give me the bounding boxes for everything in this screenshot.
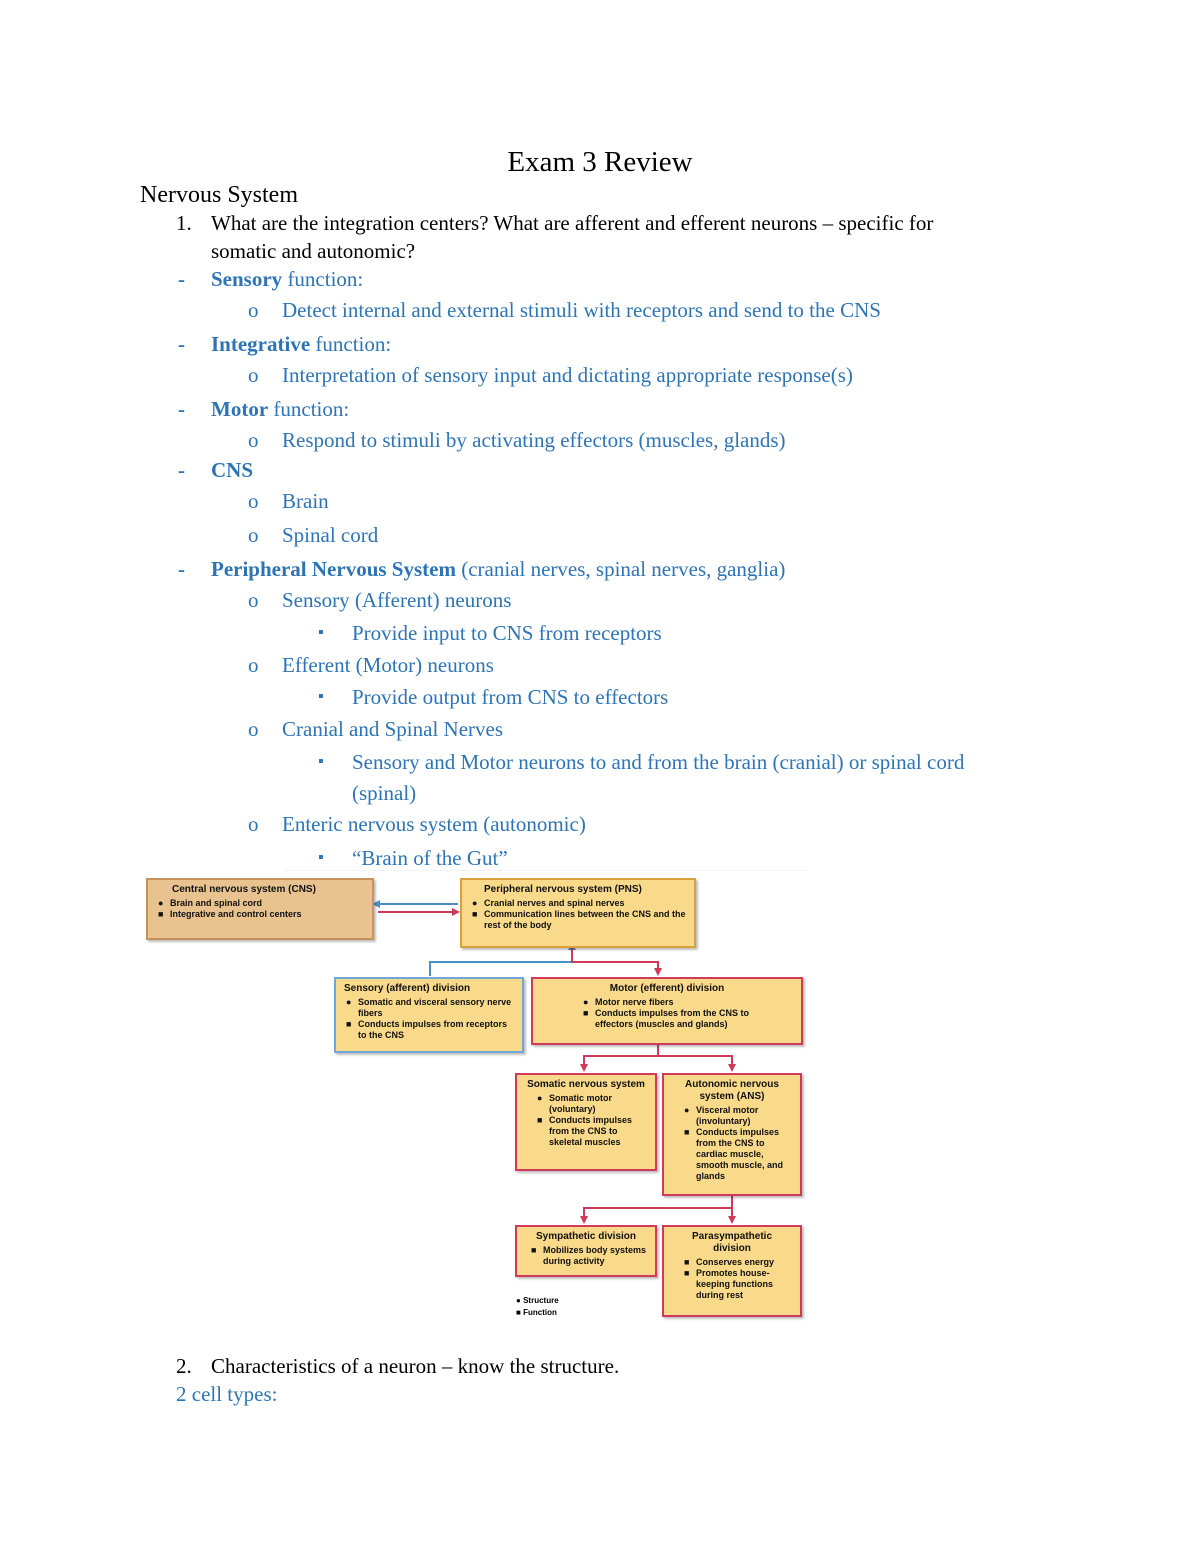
square-marker: ▪ <box>318 849 324 866</box>
sensory-line <box>211 266 363 292</box>
autonomic-box-item-text: Visceral motor (involuntary) <box>696 1105 759 1126</box>
pns-sub-efferent: Efferent (Motor) neurons <box>282 653 494 677</box>
integrative-sub: Interpretation of sensory input and dictating appropriate response(s) <box>282 363 853 387</box>
square-marker: ■ <box>531 1245 537 1255</box>
cns-sub-spinal: Spinal cord <box>282 523 379 547</box>
sympathetic-box-title: Sympathetic division <box>535 1231 637 1242</box>
nervous-system-diagram <box>142 870 807 1330</box>
pns-sub-enteric-detail: “Brain of the Gut” <box>352 846 508 870</box>
integrative-line <box>211 331 391 357</box>
legend-function <box>516 1307 559 1319</box>
integrative-term: Integrative <box>211 332 311 356</box>
somatic-box-item <box>535 1093 647 1115</box>
autonomic-box-item <box>682 1105 792 1127</box>
circle-marker: ● <box>537 1093 543 1103</box>
q2-number: 2. <box>176 1354 192 1378</box>
somatic-box-title: Somatic nervous system <box>527 1079 645 1090</box>
square-marker: ■ <box>158 909 164 919</box>
sensory-division-item <box>344 997 514 1019</box>
cns-box-item-text: Integrative and control centers <box>170 909 302 919</box>
dash-marker: - <box>178 458 185 482</box>
circle-marker: ● <box>516 1296 521 1305</box>
square-marker: ▪ <box>318 753 324 770</box>
square-marker: ■ <box>516 1308 521 1317</box>
motor-line <box>211 396 349 422</box>
dash-marker: - <box>178 332 185 356</box>
dash-marker: - <box>178 267 185 291</box>
legend-function-label: Function <box>523 1308 557 1317</box>
sensory-division-item-text: Conducts impulses from receptors to the CNS <box>358 1019 508 1040</box>
cns-term: CNS <box>211 458 254 482</box>
pns-sub-afferent: Sensory (Afferent) neurons <box>282 588 512 612</box>
legend-structure-label: Structure <box>523 1296 559 1305</box>
sensory-division-item-text: Somatic and visceral sensory nerve fibers <box>358 997 512 1018</box>
cell-types-label: 2 cell types: <box>176 1382 278 1406</box>
legend-structure <box>516 1295 559 1307</box>
cns-box-item <box>156 898 364 909</box>
pns-sub-afferent-detail: Provide input to CNS from receptors <box>352 621 662 645</box>
o-marker: o <box>248 717 259 741</box>
pns-box-item-text: Communication lines between the CNS and the rest of the body <box>484 909 686 930</box>
sensory-division-item <box>344 1019 514 1041</box>
square-marker: ■ <box>684 1127 690 1137</box>
sensory-rest: function: <box>282 267 364 291</box>
diagram-legend <box>516 1295 559 1319</box>
pns-box-item <box>470 898 686 909</box>
pns-box-item-text: Cranial nerves and spinal nerves <box>484 898 625 908</box>
square-marker: ■ <box>472 909 478 919</box>
parasympathetic-box-item <box>682 1257 792 1268</box>
page-title: Exam 3 Review <box>507 146 693 178</box>
motor-term: Motor <box>211 397 269 421</box>
autonomic-box-title: Autonomic nervous system (ANS) <box>685 1079 779 1102</box>
pns-box-title: Peripheral nervous system (PNS) <box>484 884 642 895</box>
sympathetic-division-box <box>515 1225 657 1277</box>
motor-division-box <box>531 977 803 1045</box>
integrative-rest: function: <box>310 332 392 356</box>
sensory-term: Sensory <box>211 267 283 291</box>
pns-rest: (cranial nerves, spinal nerves, ganglia) <box>455 557 786 581</box>
motor-division-item-text: Motor nerve fibers <box>595 997 674 1007</box>
o-marker: o <box>248 523 259 547</box>
cns-sub-brain: Brain <box>282 489 329 513</box>
motor-division-item <box>581 997 793 1008</box>
parasympathetic-box-title: Parasympathetic division <box>691 1231 773 1254</box>
pns-sub-enteric: Enteric nervous system (autonomic) <box>282 812 586 836</box>
pns-line <box>211 556 785 582</box>
section-heading: Nervous System <box>140 182 298 208</box>
square-marker: ■ <box>583 1008 589 1018</box>
parasympathetic-box-item-text: Promotes house-keeping functions during rest <box>696 1268 774 1300</box>
pns-sub-nerves-detail2: (spinal) <box>352 781 417 805</box>
motor-rest: function: <box>268 397 350 421</box>
o-marker: o <box>248 653 259 677</box>
somatic-nervous-system-box <box>515 1073 657 1171</box>
somatic-box-item <box>535 1115 647 1148</box>
somatic-box-item-text: Somatic motor (voluntary) <box>549 1093 613 1114</box>
autonomic-box-item-text: Conducts impulses from the CNS to cardiac muscle, smooth muscle, and glands <box>696 1127 784 1181</box>
o-marker: o <box>248 489 259 513</box>
motor-division-item-text: Conducts impulses from the CNS to effectors (muscles and glands) <box>595 1008 750 1029</box>
pns-box <box>460 878 696 948</box>
circle-marker: ● <box>583 997 589 1007</box>
parasympathetic-box-item-text: Conserves energy <box>696 1257 775 1267</box>
o-marker: o <box>248 298 259 322</box>
square-marker: ■ <box>346 1019 352 1029</box>
q1-line2: somatic and autonomic? <box>211 239 416 263</box>
parasympathetic-division-box <box>662 1225 802 1317</box>
q2-text: Characteristics of a neuron – know the structure. <box>211 1354 620 1378</box>
sensory-sub: Detect internal and external stimuli with receptors and send to the CNS <box>282 298 881 322</box>
sensory-division-title: Sensory (afferent) division <box>344 983 471 994</box>
square-marker: ■ <box>684 1257 690 1267</box>
square-marker: ▪ <box>318 688 324 705</box>
circle-marker: ● <box>472 898 478 908</box>
dash-marker: - <box>178 397 185 421</box>
o-marker: o <box>248 363 259 387</box>
q1-number: 1. <box>176 211 192 235</box>
circle-marker: ● <box>684 1105 690 1115</box>
square-marker: ■ <box>537 1115 543 1125</box>
cns-box-item <box>156 909 364 920</box>
somatic-box-item-text: Conducts impulses from the CNS to skeletal muscles <box>549 1115 633 1147</box>
sensory-division-box <box>334 977 524 1053</box>
cns-box-title: Central nervous system (CNS) <box>172 884 316 895</box>
o-marker: o <box>248 812 259 836</box>
q1-line1: What are the integration centers? What are afferent and efferent neurons – specific for <box>211 211 934 235</box>
parasympathetic-box-item <box>682 1268 792 1301</box>
pns-sub-nerves: Cranial and Spinal Nerves <box>282 717 504 741</box>
sympathetic-box-item <box>529 1245 647 1267</box>
dash-marker: - <box>178 557 185 581</box>
sympathetic-box-item-text: Mobilizes body systems during activity <box>543 1245 647 1266</box>
pns-box-item <box>470 909 686 931</box>
o-marker: o <box>248 588 259 612</box>
autonomic-box-item <box>682 1127 792 1182</box>
pns-term: Peripheral Nervous System <box>211 557 456 581</box>
circle-marker: ● <box>158 898 164 908</box>
square-marker: ▪ <box>318 624 324 641</box>
square-marker: ■ <box>684 1268 690 1278</box>
cns-box-item-text: Brain and spinal cord <box>170 898 263 908</box>
motor-division-title: Motor (efferent) division <box>609 983 725 994</box>
cns-box <box>146 878 374 940</box>
motor-sub: Respond to stimuli by activating effectors (muscles, glands) <box>282 428 786 452</box>
pns-sub-nerves-detail1: Sensory and Motor neurons to and from the brain (cranial) or spinal cord <box>352 750 965 774</box>
o-marker: o <box>248 428 259 452</box>
circle-marker: ● <box>346 997 352 1007</box>
autonomic-nervous-system-box <box>662 1073 802 1196</box>
pns-sub-efferent-detail: Provide output from CNS to effectors <box>352 685 669 709</box>
motor-division-item <box>581 1008 765 1030</box>
